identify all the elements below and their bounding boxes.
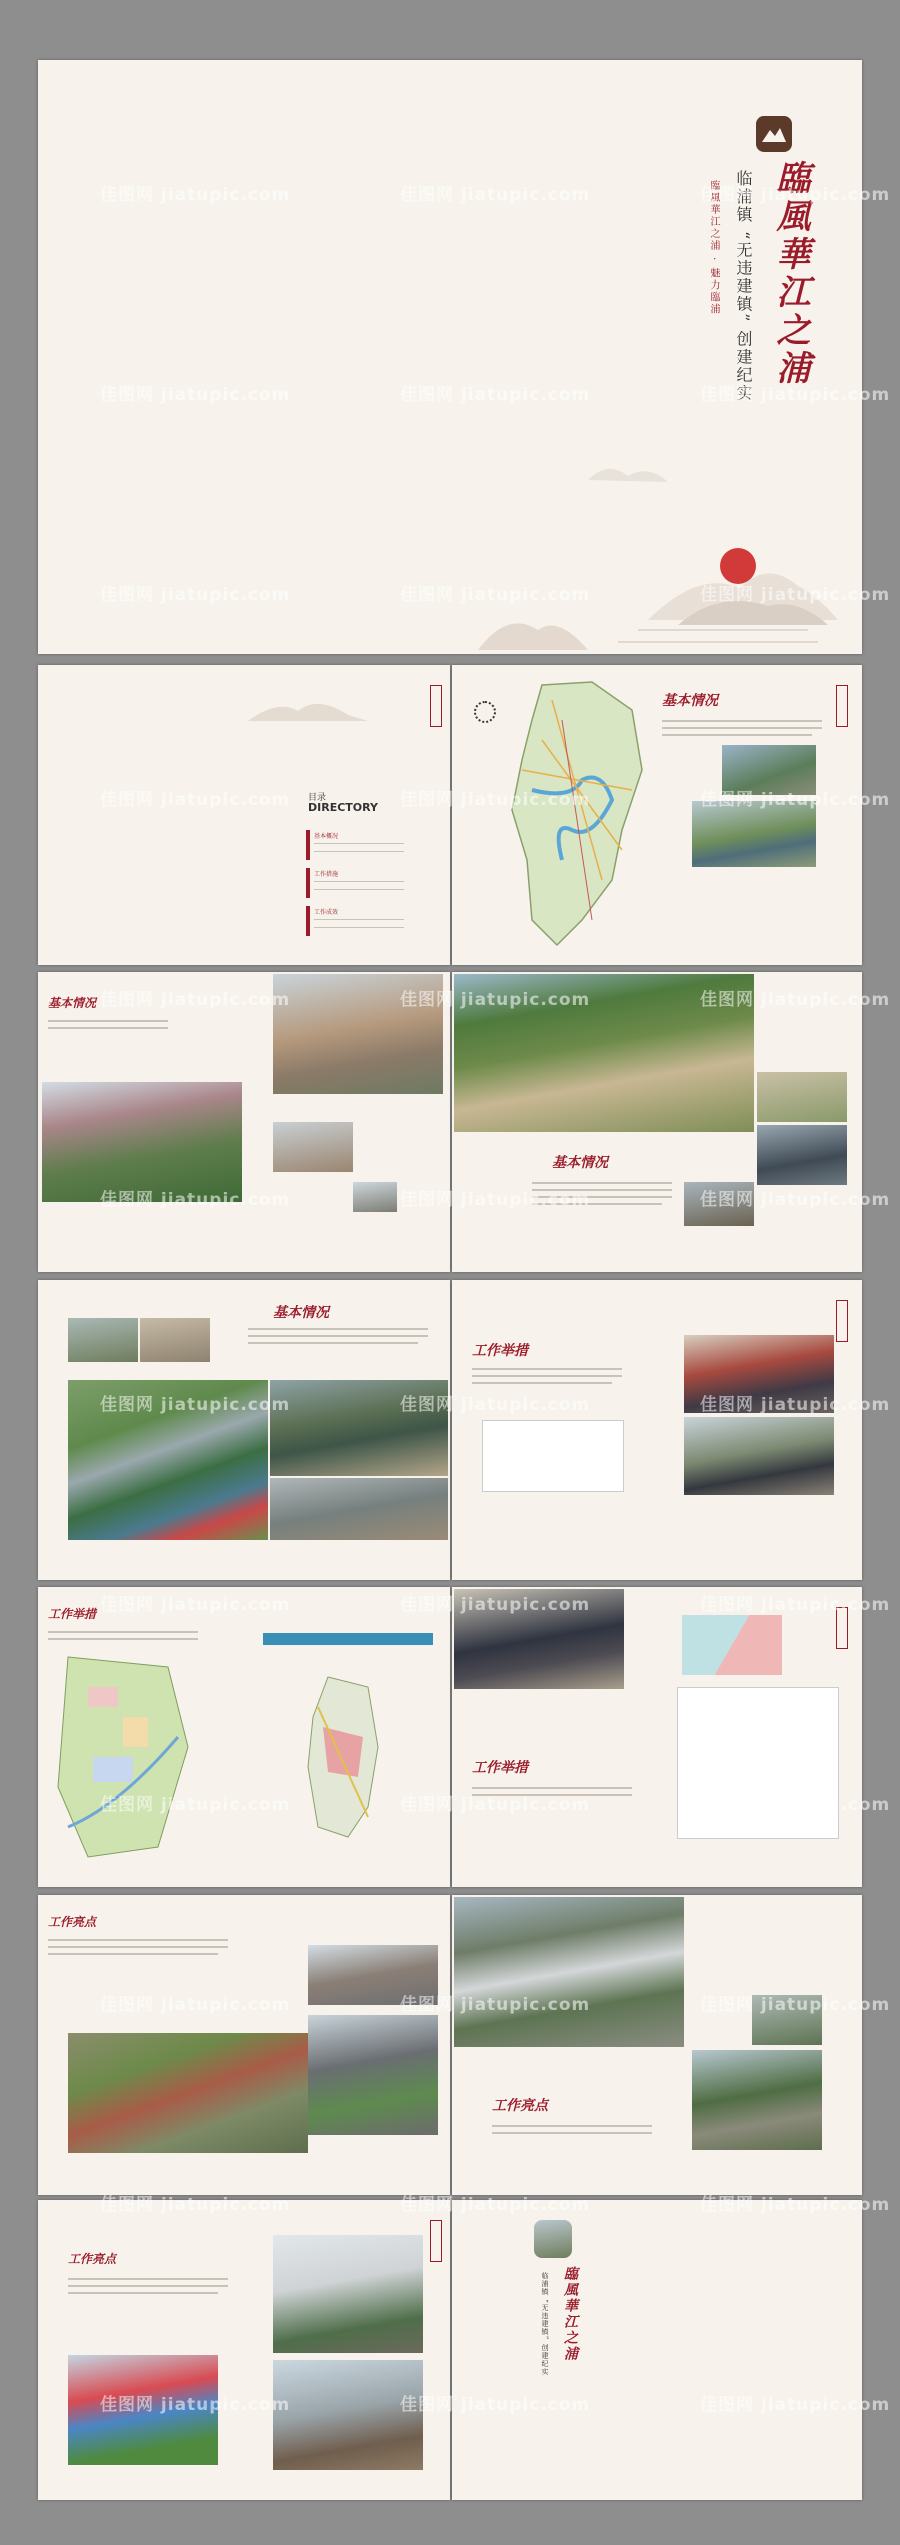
back-cover-emblem [534, 2220, 572, 2258]
results-page-left [38, 1895, 450, 2195]
watermark-text: 佳图网 jiatupic.com [700, 1595, 891, 1615]
section-heading-measures-3: 工作举措 [472, 1760, 528, 1776]
watermark-text: 佳图网 jiatupic.com [100, 2395, 291, 2415]
section-heading-measures-2: 工作举措 [48, 1607, 97, 1621]
watermark-text: 佳图网 jiatupic.com [400, 790, 591, 810]
cover-subtitle: 临浦镇 “无违建镇” 创建纪实 [734, 170, 753, 403]
watermark-text: 佳图网 jiatupic.com [100, 185, 291, 205]
photo-inspection-group [684, 1417, 834, 1495]
planning-map-left [48, 1647, 198, 1867]
photo-townhouse [273, 1122, 353, 1172]
watermark-text: 佳图网 jiatupic.com [100, 1595, 291, 1615]
watermark-text: 佳图网 jiatupic.com [100, 385, 291, 405]
watermark-text: 佳图网 jiatupic.com [400, 1595, 591, 1615]
watermark-text: 佳图网 jiatupic.com [700, 1395, 891, 1415]
map-page [452, 665, 862, 965]
photo-river-village [692, 801, 816, 867]
section-heading-situation: 基本情况 [662, 693, 718, 709]
watermark-text: 佳图网 jiatupic.com [400, 2195, 591, 2215]
directory-section-1[interactable]: 基本概况 [314, 833, 339, 840]
directory-section-2[interactable]: 工作措施 [314, 871, 339, 878]
directory-page [38, 665, 450, 965]
watermark-text: 佳图网 jiatupic.com [100, 990, 291, 1010]
cover-page [38, 60, 862, 654]
watermark-text: 佳图网 jiatupic.com [700, 790, 891, 810]
photo-residential-aerial [42, 1082, 242, 1202]
sunburst-logo-icon [474, 701, 496, 723]
watermark-text: 佳图网 jiatupic.com [400, 1795, 591, 1815]
section-heading-situation-4: 基本情况 [273, 1305, 329, 1321]
mountain-illustration [248, 685, 368, 725]
section-heading-situation-3: 基本情况 [552, 1155, 608, 1171]
photo-sculpture-park [273, 2360, 423, 2470]
watermark-text: 佳图网 jiatupic.com [100, 1795, 291, 1815]
watermark-text: 佳图网 jiatupic.com [400, 990, 591, 1010]
township-map [502, 680, 652, 950]
photo-construction-1 [68, 1318, 138, 1362]
directory-title-cn: 目录 [308, 793, 327, 803]
photo-road-traffic [308, 2015, 438, 2135]
brand-logo [756, 116, 792, 152]
measures-page-right-2 [452, 1587, 862, 1887]
situation-page-left [38, 972, 450, 1272]
watermark-text: 佳图网 jiatupic.com [700, 990, 891, 1010]
section-heading-results-2: 工作亮点 [492, 2098, 548, 2114]
watermark-text: 佳图网 jiatupic.com [700, 1190, 891, 1210]
watermark-text: 佳图网 jiatupic.com [700, 385, 891, 405]
photo-certificate [682, 1615, 782, 1675]
watermark-text: 佳图网 jiatupic.com [700, 585, 891, 605]
cover-tagline: 臨風華江之浦 · 魅力臨浦 [708, 180, 719, 316]
watermark-text: 佳图网 jiatupic.com [700, 1795, 891, 1815]
photo-construction-2 [140, 1318, 210, 1362]
watermark-text: 佳图网 jiatupic.com [400, 1190, 591, 1210]
watermark-text: 佳图网 jiatupic.com [100, 1190, 291, 1210]
watermark-text: 佳图网 jiatupic.com [400, 585, 591, 605]
photo-notice-document [677, 1687, 839, 1839]
photo-street [353, 1182, 397, 1212]
planning-map-right [268, 1667, 418, 1847]
photo-gate-building [273, 2235, 423, 2353]
watermark-text: 佳图网 jiatupic.com [700, 2195, 891, 2215]
back-cover-title: 臨風華江之浦 [562, 2266, 578, 2362]
watermark-text: 佳图网 jiatupic.com [400, 2395, 591, 2415]
measures-page-right [452, 1280, 862, 1580]
situation-page-right [452, 972, 862, 1272]
watermark-text: 佳图网 jiatupic.com [700, 185, 891, 205]
directory-section-3[interactable]: 工作成效 [314, 909, 339, 916]
watermark-text: 佳图网 jiatupic.com [400, 1995, 591, 2015]
photo-parking-aerial [270, 1478, 448, 1540]
section-heading-measures: 工作举措 [472, 1343, 528, 1359]
results-page-left-2 [38, 2200, 450, 2500]
watermark-text: 佳图网 jiatupic.com [700, 1995, 891, 2015]
section-heading-results-3: 工作亮点 [68, 2252, 117, 2266]
directory-title-en: DIRECTORY [308, 801, 378, 814]
watermark-text: 佳图网 jiatupic.com [400, 385, 591, 405]
photo-factory-aerial [454, 1897, 684, 2047]
situation-page-left-2 [38, 1280, 450, 1580]
plan-document-header [263, 1633, 433, 1645]
watermark-text: 佳图网 jiatupic.com [700, 2395, 891, 2415]
photo-site-1 [757, 1072, 847, 1122]
watermark-text: 佳图网 jiatupic.com [100, 585, 291, 605]
photo-site-after-2 [692, 2050, 822, 2150]
photo-demolition-aerial [68, 2033, 308, 2153]
cover-title: 臨風華江之浦 [770, 160, 810, 388]
photo-site-2 [757, 1125, 847, 1185]
watermark-text: 佳图网 jiatupic.com [100, 1395, 291, 1415]
results-page-right [452, 1895, 862, 2195]
measures-page-left [38, 1587, 450, 1887]
watermark-text: 佳图网 jiatupic.com [400, 1395, 591, 1415]
watermark-text: 佳图网 jiatupic.com [100, 1995, 291, 2015]
watermark-text: 佳图网 jiatupic.com [400, 185, 591, 205]
back-cover-subtitle: 临浦镇 “无违建镇” 创建纪实 [541, 2272, 549, 2376]
mountain-sun-illustration [478, 420, 838, 650]
section-heading-results: 工作亮点 [48, 1915, 97, 1929]
back-cover [452, 2200, 862, 2500]
watermark-text: 佳图网 jiatupic.com [100, 2195, 291, 2215]
photo-document [482, 1420, 624, 1492]
watermark-text: 佳图网 jiatupic.com [100, 790, 291, 810]
section-heading-situation-2: 基本情况 [48, 996, 97, 1010]
